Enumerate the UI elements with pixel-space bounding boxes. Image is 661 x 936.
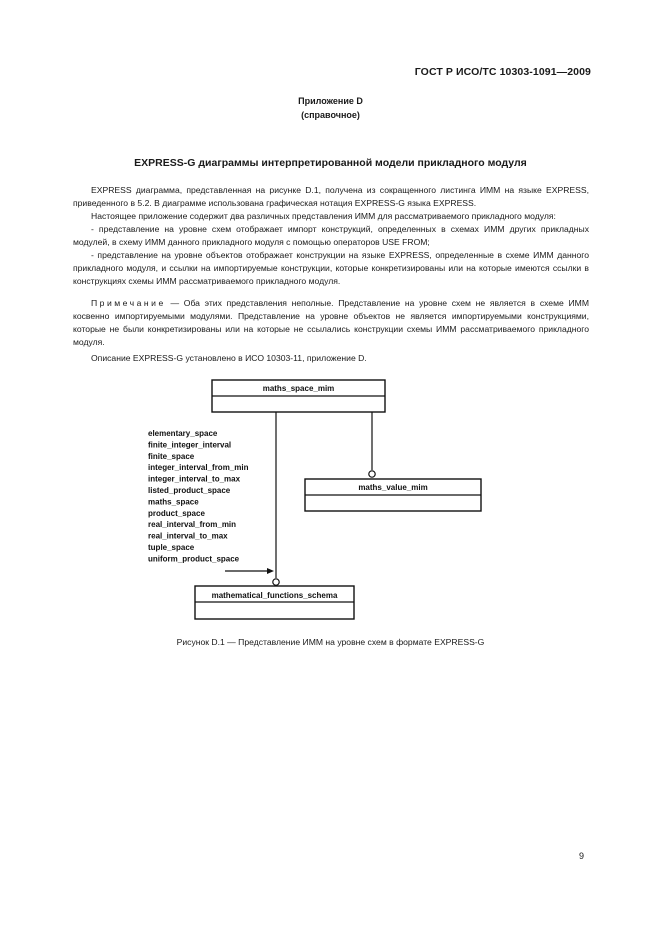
imported-item: real_interval_from_min (148, 520, 237, 530)
imported-item: real_interval_to_max (148, 531, 228, 541)
imported-item: product_space (148, 508, 205, 518)
connector-top-to-bottom (273, 412, 279, 585)
imported-item: integer_interval_from_min (148, 463, 249, 473)
imported-item: integer_interval_to_max (148, 474, 241, 484)
schema-name-top: maths_space_mim (262, 384, 335, 393)
paragraph-2: Настоящее приложение содержит два различных представления ИММ для рассматриваемого прикладного модуля: (91, 211, 556, 221)
annex-status: (справочное) (301, 110, 360, 120)
connector-top-to-right (369, 412, 375, 477)
imported-items-list (148, 429, 249, 563)
schema-name-bottom: mathematical_functions_schema (211, 591, 338, 600)
section-heading: EXPRESS-G диаграммы интерпретированной модели прикладного модуля (134, 157, 527, 169)
note-text: — Оба этих представления неполные. Представление на уровне схем не является в схеме ИММ косвенно импортируемыми модулями. Представление на уровне объектов не является импортируемыми конструкциями, которые не были конкретизированы или на которые не ссылались конструкции схемы ИММ рассматриваемого прикладного модуля. (73, 298, 589, 347)
imported-item: uniform_product_space (148, 554, 240, 564)
imported-item: finite_integer_interval (148, 440, 232, 450)
schema-name-right: maths_value_mim (358, 483, 428, 492)
paragraph-1: EXPRESS диаграмма, представленная на рисунке D.1, получена из сокращенного листинга ИММ на языке EXPRESS, приведенного в 5.2. В диаграмме использована графическая нотация EXPRESS-G языка EXPRESS. (73, 185, 589, 208)
imported-item: tuple_space (148, 543, 195, 552)
schema-box-maths-value-mim (305, 479, 481, 511)
item-list-arrow (225, 568, 274, 574)
paragraph-4: - представление на уровне объектов отображает конструкции на языке EXPRESS, определенные в схеме ИММ данного прикладного модуля, и ссылки на импортируемые конструкции, которые конкретизированы или на которые имеются ссылки в конструкциях схемы ИММ рассматриваемого прикладного модуля. (73, 250, 589, 286)
page-number: 9 (578, 851, 584, 861)
imported-item: elementary_space (148, 429, 218, 438)
paragraph-5: Описание EXPRESS-G установлено в ИСО 10303-11, приложение D. (91, 353, 367, 363)
imported-item: finite_space (148, 451, 195, 461)
schema-box-maths-space-mim (212, 380, 385, 412)
figure-caption: Рисунок D.1 — Представление ИММ на уровне схем в формате EXPRESS-G (176, 637, 485, 647)
note-label: Примечание (91, 298, 166, 308)
schema-box-mathematical-functions-schema (195, 586, 354, 619)
annex-title: Приложение D (298, 96, 363, 106)
paragraph-3: - представление на уровне схем отображает импорт конструкций, определенных в схемах ИММ других прикладных модулей, в схему ИММ данного прикладного модуля с помощью операторов USE FROM; (73, 224, 589, 247)
imported-item: maths_space (148, 497, 199, 507)
imported-item: listed_product_space (148, 486, 231, 495)
standard-designation: ГОСТ Р ИСО/ТС 10303-1091—2009 (414, 66, 591, 78)
